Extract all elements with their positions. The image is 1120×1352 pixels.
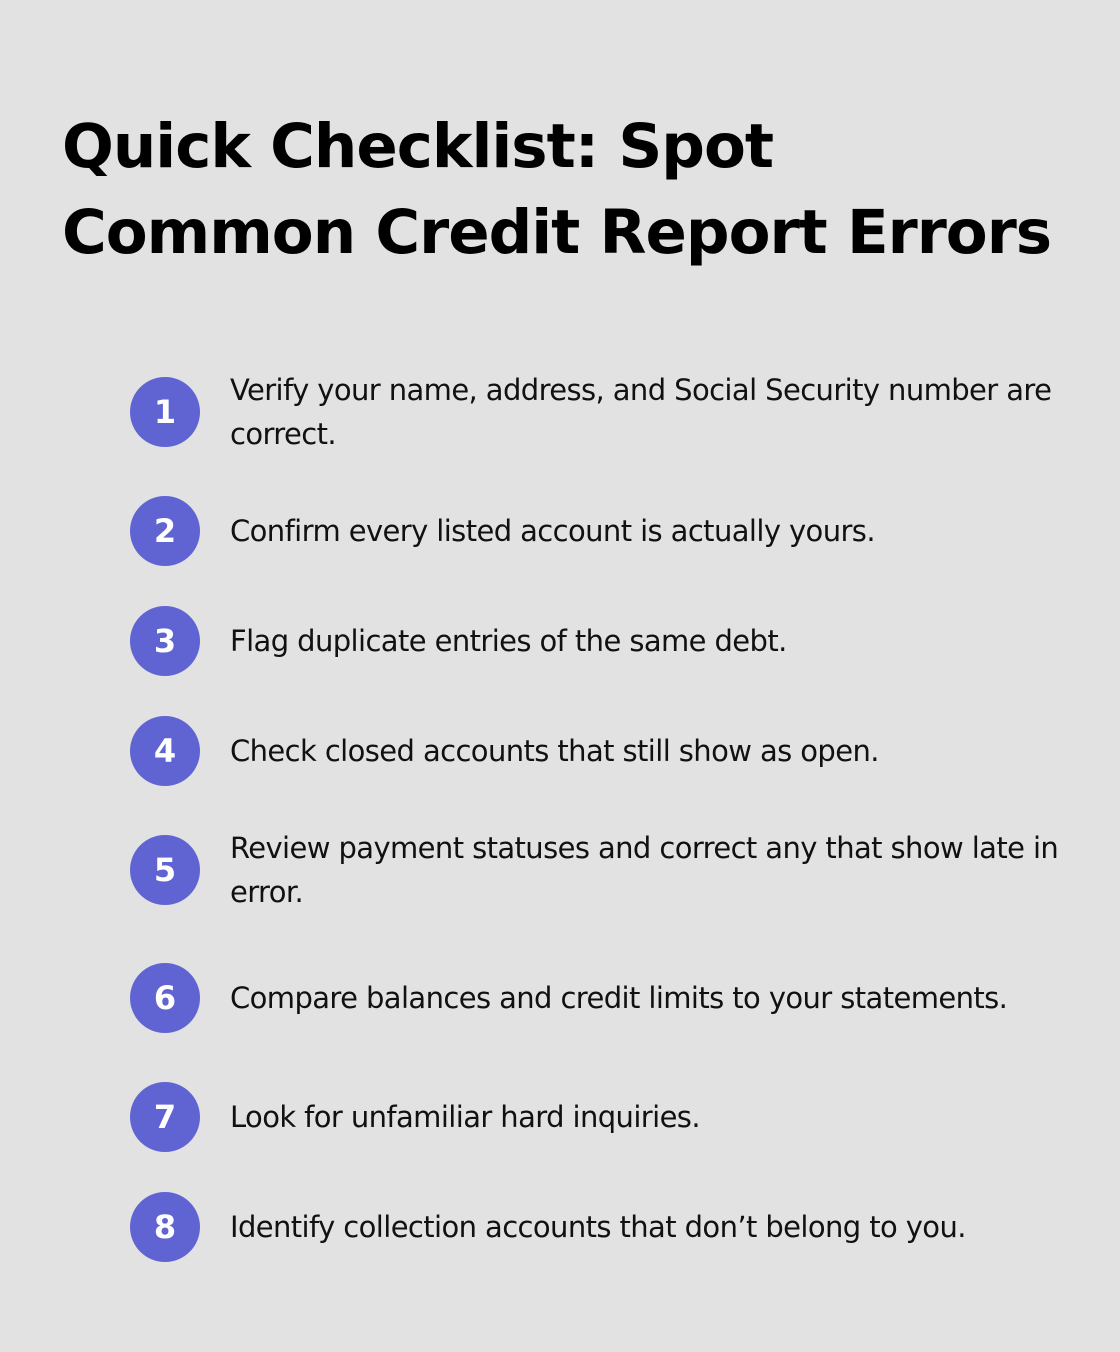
step-text: Review payment statuses and correct any that show late in error. [230, 831, 1059, 909]
step-number-badge: 7 [130, 1082, 200, 1152]
step-text: Compare balances and credit limits to your statements. [230, 981, 1008, 1015]
step-number-badge: 4 [130, 716, 200, 786]
page-title: Quick Checklist: Spot Common Credit Report Errors [62, 111, 1052, 268]
step-number-badge: 1 [130, 377, 200, 447]
step-number-badge: 3 [130, 606, 200, 676]
step-text: Look for unfamiliar hard inquiries. [230, 1100, 700, 1134]
step-number-badge: 8 [130, 1192, 200, 1262]
step-number-badge: 5 [130, 835, 200, 905]
step-text: Identify collection accounts that don’t belong to you. [230, 1210, 966, 1244]
step-number-badge: 6 [130, 963, 200, 1033]
step-number-badge: 2 [130, 496, 200, 566]
step-text: Check closed accounts that still show as open. [230, 734, 879, 768]
step-text: Verify your name, address, and Social Security number are correct. [230, 373, 1052, 451]
step-text: Flag duplicate entries of the same debt. [230, 624, 787, 658]
step-text: Confirm every listed account is actually yours. [230, 514, 875, 548]
